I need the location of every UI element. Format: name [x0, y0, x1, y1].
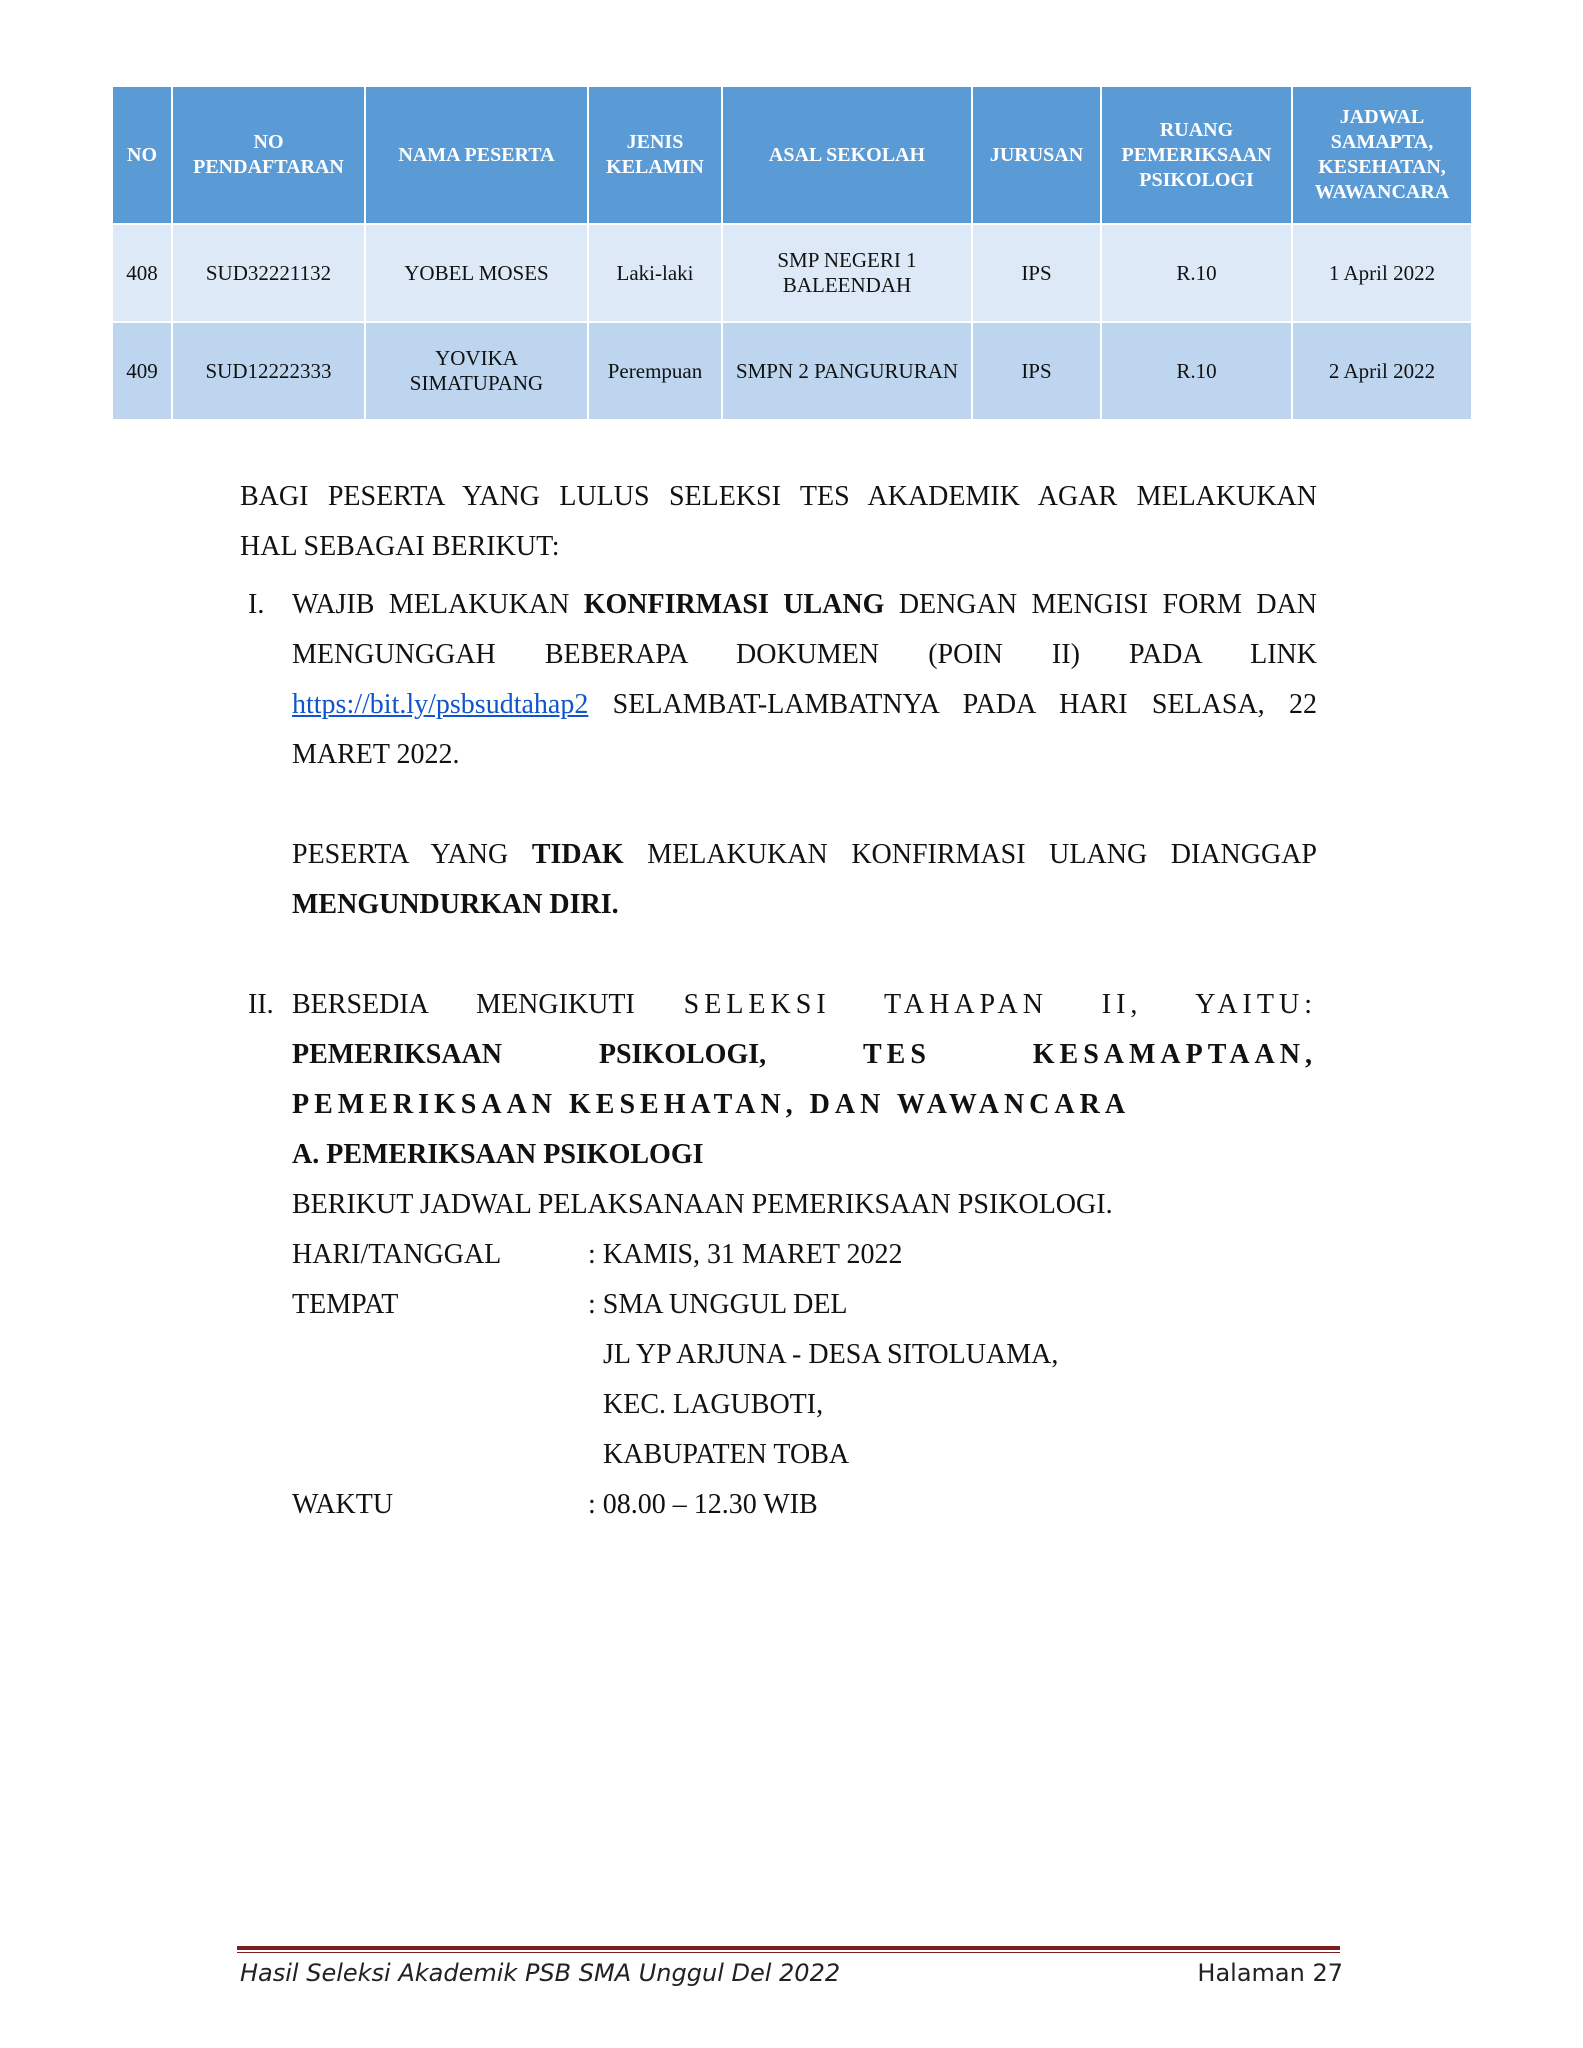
item-1-line-4: MARET 2022. — [292, 739, 460, 770]
cell-no: 409 — [112, 322, 172, 420]
cell-no-pendaftaran: SUD12222333 — [172, 322, 365, 420]
cell-ruang: R.10 — [1101, 224, 1292, 322]
cell-jadwal: 1 April 2022 — [1292, 224, 1472, 322]
item-1-text-a: WAJIB MELAKUKAN — [292, 589, 584, 620]
header-ruang: RUANG PEMERIKSAAN PSIKOLOGI — [1101, 86, 1292, 224]
warning-line-1 — [292, 830, 1317, 880]
header-jurusan: JURUSAN — [972, 86, 1101, 224]
item-1-line-3 — [292, 680, 1317, 730]
footer-rule-thin — [237, 1952, 1340, 1953]
item-1-numeral: I. — [248, 589, 265, 620]
tidak-emphasis: TIDAK — [531, 839, 624, 870]
cell-jadwal: 2 April 2022 — [1292, 322, 1472, 420]
warning-line-2: MENGUNDURKAN DIRI. — [292, 889, 619, 920]
header-jadwal: JADWAL SAMAPTA, KESEHATAN, WAWANCARA — [1292, 86, 1472, 224]
header-no: NO — [112, 86, 172, 224]
item-2-line-3: PEMERIKSAAN KESEHATAN, DAN WAWANCARA — [292, 1089, 1131, 1120]
header-asal-sekolah: ASAL SEKOLAH — [722, 86, 972, 224]
item-1-line-2: MENGUNGGAH BEBERAPA DOKUMEN (POIN II) PADA LINK — [292, 639, 1317, 670]
cell-no: 408 — [112, 224, 172, 322]
item-2-bold-b: TES KESAMAPTAAN, — [862, 1039, 1317, 1070]
waktu-value: : 08.00 – 12.30 WIB — [588, 1489, 818, 1520]
header-jenis-kelamin: JENIS KELAMIN — [588, 86, 722, 224]
cell-asal-sekolah: SMPN 2 PANGURURAN — [722, 322, 972, 420]
item-2-line-2 — [292, 1030, 1317, 1080]
registration-link[interactable]: https://bit.ly/psbsudtahap2 — [292, 689, 589, 720]
footer-page-number: Halaman 27 — [1197, 1959, 1343, 1987]
participant-table — [111, 85, 1473, 421]
table-header-row — [112, 86, 1472, 224]
waktu-label: WAKTU — [292, 1489, 394, 1520]
item-2-text-b: SELEKSI TAHAPAN II, YAITU: — [683, 989, 1317, 1020]
item-1-line-1 — [292, 580, 1317, 630]
intro-line-1: BAGI PESERTA YANG LULUS SELEKSI TES AKADEMIK AGAR MELAKUKAN — [240, 481, 1317, 512]
tempat-label: TEMPAT — [292, 1289, 399, 1320]
cell-jurusan: IPS — [972, 322, 1101, 420]
item-1-text-c: DENGAN MENGISI FORM DAN — [884, 589, 1318, 620]
tempat-line-3: KEC. LAGUBOTI, — [603, 1389, 824, 1420]
table-row — [112, 224, 1472, 322]
item-1-deadline-text: SELAMBAT-LAMBATNYA PADA HARI SELASA, 22 — [588, 689, 1317, 720]
sub-intro: BERIKUT JADWAL PELAKSANAAN PEMERIKSAAN PSIKOLOGI. — [292, 1189, 1113, 1220]
item-2-text-a: BERSEDIA MENGIKUTI — [292, 989, 684, 1020]
warning-text-a: PESERTA YANG — [292, 839, 532, 870]
cell-nama: YOBEL MOSES — [365, 224, 588, 322]
table-row — [112, 322, 1472, 420]
footer-rule-thick — [237, 1946, 1340, 1950]
cell-jenis-kelamin: Perempuan — [588, 322, 722, 420]
hari-label: HARI/TANGGAL — [292, 1239, 502, 1270]
cell-asal-sekolah: SMP NEGERI 1 BALEENDAH — [722, 224, 972, 322]
cell-ruang: R.10 — [1101, 322, 1292, 420]
cell-nama: YOVIKA SIMATUPANG — [365, 322, 588, 420]
header-nama-peserta: NAMA PESERTA — [365, 86, 588, 224]
item-2-numeral: II. — [248, 989, 274, 1020]
tempat-line-4: KABUPATEN TOBA — [603, 1439, 850, 1470]
hari-value: : KAMIS, 31 MARET 2022 — [588, 1239, 903, 1270]
item-2-bold-a: PEMERIKSAAN PSIKOLOGI, — [292, 1039, 863, 1070]
tempat-line-2: JL YP ARJUNA - DESA SITOLUAMA, — [603, 1339, 1059, 1370]
item-2-line-1 — [292, 980, 1317, 1030]
konfirmasi-ulang-emphasis: KONFIRMASI ULANG — [583, 589, 885, 620]
tempat-value: : SMA UNGGUL DEL — [588, 1289, 848, 1320]
warning-text-c: MELAKUKAN KONFIRMASI ULANG DIANGGAP — [623, 839, 1317, 870]
cell-jenis-kelamin: Laki-laki — [588, 224, 722, 322]
header-no-pendaftaran: NO PENDAFTARAN — [172, 86, 365, 224]
intro-line-2: HAL SEBAGAI BERIKUT: — [240, 531, 560, 562]
sub-heading-psikologi: A. PEMERIKSAAN PSIKOLOGI — [292, 1139, 704, 1170]
cell-jurusan: IPS — [972, 224, 1101, 322]
cell-no-pendaftaran: SUD32221132 — [172, 224, 365, 322]
footer-document-title: Hasil Seleksi Akademik PSB SMA Unggul Del 2022 — [240, 1959, 841, 1987]
